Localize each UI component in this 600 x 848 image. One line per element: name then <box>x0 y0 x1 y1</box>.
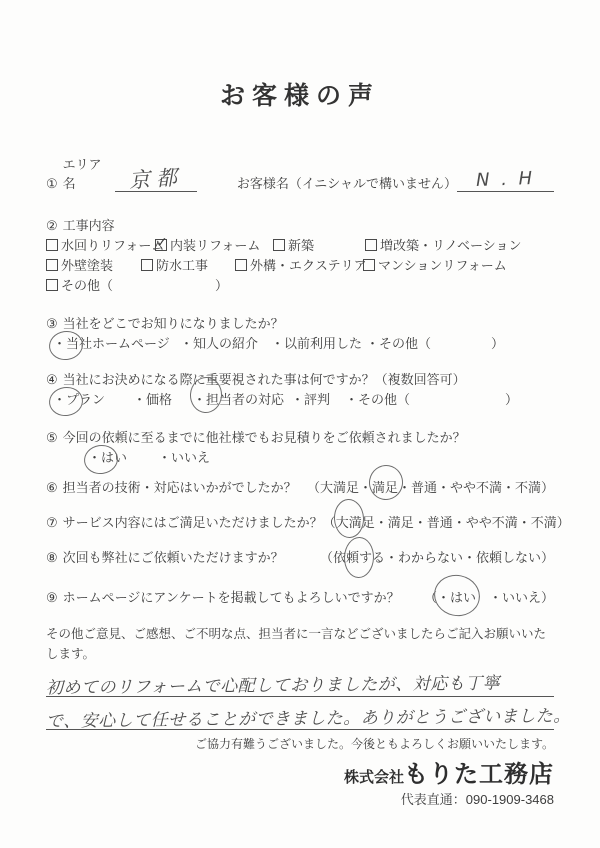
q5-options <box>46 448 554 468</box>
company-prefix: 株式会社 <box>343 769 404 786</box>
q3-option-used-before: ・以前利用した <box>271 336 363 351</box>
q5-number: ⑤ <box>46 430 58 445</box>
q6-number: ⑥ <box>46 480 58 495</box>
phone-label: 代表直通： <box>400 792 466 807</box>
checkbox-icon <box>273 239 285 251</box>
q5-section <box>46 428 554 468</box>
page-title: お客様の声 <box>219 83 380 110</box>
checkbox-bosui <box>141 256 208 276</box>
q1-customer-label: お客様名（イニシャルで構いません） <box>236 176 458 191</box>
q9-question-text: ホームページにアンケートを掲載してもよろしいですか？ <box>62 590 400 605</box>
q8-row <box>46 548 554 568</box>
q6-question <box>46 478 297 498</box>
comment-prompt: その他ご意見、ご感想、ご不明な点、担当者に一言などございましたらご記入お願いいたします。 <box>46 627 547 661</box>
q1-area-field <box>115 165 197 193</box>
q1-number: ① <box>46 176 58 191</box>
q9-question <box>46 588 400 608</box>
q1-customer-handwritten-value: N . H <box>475 167 536 192</box>
checkbox-label: 外構・エクステリア <box>250 258 367 273</box>
q1-customer-field <box>457 167 554 192</box>
checkbox-mansion-reform <box>363 256 507 276</box>
q2-other-close-paren: ） <box>215 278 229 293</box>
thanks-note: ご協力有難うございました。今後ともよろしくお願いいたします。 <box>194 737 554 751</box>
q3-section <box>46 314 554 354</box>
q9-number: ⑨ <box>46 590 58 605</box>
checkbox-icon <box>46 239 58 251</box>
checkbox-label: 増改築・リノベーション <box>380 238 522 253</box>
q4-question <box>46 370 554 390</box>
q2-section <box>46 216 554 296</box>
q2-checkbox-row-2 <box>46 256 554 276</box>
scale-text: （大満足・ <box>306 480 372 495</box>
pen-circle-mark: ・担 <box>193 390 219 410</box>
company-name: もりた工務店 <box>404 761 554 788</box>
checkbox-label: 防水工事 <box>156 258 209 273</box>
checkbox-shinchiku <box>273 236 314 256</box>
pen-circle-mark: ・プ <box>53 390 79 410</box>
checkbox-zokaichiku <box>365 236 521 256</box>
checkbox-icon <box>363 259 375 271</box>
q7-number: ⑦ <box>46 515 58 530</box>
q6-answer-scale <box>307 478 554 498</box>
q7-question-text: サービス内容にはご満足いただけましたか？ <box>62 515 323 530</box>
checkbox-label: 新築 <box>288 238 315 253</box>
q2-checkbox-row-1 <box>46 236 554 256</box>
q6-question-text: 担当者の技術・対応はいかがでしたか？ <box>62 480 297 495</box>
q3-options <box>46 334 554 354</box>
checkbox-label: 外壁塗装 <box>61 258 114 273</box>
q7-answer-scale <box>323 513 570 533</box>
checkbox-icon <box>365 239 377 251</box>
pen-circle-mark: 頼す <box>346 548 372 568</box>
q2-title: 工事内容 <box>62 218 115 233</box>
phone-line <box>46 791 554 809</box>
q3-option-homepage-selected <box>53 334 170 354</box>
q4-options <box>46 390 554 410</box>
phone-number: 090-1909-3468 <box>465 792 554 807</box>
checkbox-gaiheki <box>46 256 113 276</box>
scale-text: ・いいえ） <box>475 590 554 605</box>
scale-text: （ <box>423 590 437 605</box>
q5-option-no: ・いいえ <box>158 450 211 465</box>
pen-circle-mark: 大満 <box>336 513 362 533</box>
q2-number: ② <box>46 218 58 233</box>
q9-answer-scale <box>424 588 554 608</box>
q4-option-price: ・価格 <box>133 392 173 407</box>
q3-other-close-paren: ） <box>491 336 505 351</box>
checkbox-label: その他（ <box>61 278 114 293</box>
q3-option-referral: ・知人の紹介 <box>180 336 259 351</box>
checkbox-icon <box>235 259 247 271</box>
q3-question <box>46 314 554 334</box>
q1-area-label: エリア名 <box>62 157 102 191</box>
q3-number: ③ <box>46 316 58 331</box>
option-label: い <box>114 450 128 465</box>
scale-text: （依 <box>319 550 346 565</box>
checkbox-checked-icon <box>155 239 167 251</box>
comment-line-1 <box>46 664 554 697</box>
checkbox-label: 内装リフォーム <box>170 238 261 253</box>
q6-row <box>46 478 554 498</box>
handwritten-comment-1: 初めてのリフォームで心配しておりましたが、対応も丁寧 <box>45 673 501 699</box>
pen-circle-mark: ・は <box>88 448 114 468</box>
q5-question-text: 今回の依頼に至るまでに他社様でもお見積りをご依頼されましたか？ <box>62 430 466 445</box>
q2-checkbox-row-3 <box>46 276 554 296</box>
checkbox-sonota <box>46 276 113 296</box>
q8-answer-scale <box>320 548 554 568</box>
q9-row <box>46 588 554 608</box>
comment-line-2 <box>45 697 571 732</box>
checkbox-icon <box>141 259 153 271</box>
scale-text: る・わからない・依頼しない） <box>371 550 554 565</box>
q4-number: ④ <box>46 372 58 387</box>
q4-question-text: 当社にお決めになる際に重要視された事は何ですか？（複数回答可） <box>62 372 466 387</box>
scale-text: ・普通・やや不満・不満） <box>397 480 554 495</box>
q5-question <box>46 428 554 448</box>
checkbox-label: マンションリフォーム <box>378 258 507 273</box>
q1-area-handwritten-value: 京都 <box>128 165 184 193</box>
pen-circle-mark: ・はい <box>437 588 476 608</box>
pen-circle-mark: 満足 <box>372 478 398 498</box>
q7-row <box>46 513 570 533</box>
q4-section <box>46 370 554 410</box>
checkbox-naiso-reform-checked <box>155 236 260 256</box>
option-label: 当者の対応 <box>219 392 285 407</box>
q7-question <box>46 513 323 533</box>
company-name-line <box>46 762 554 791</box>
q8-question-text: 次回も弊社にご依頼いただけますか？ <box>62 550 284 565</box>
checkbox-icon <box>46 259 58 271</box>
q4-option-staff-response-selected <box>193 390 284 410</box>
option-label: ラン <box>79 392 106 407</box>
q8-number: ⑧ <box>46 550 58 565</box>
checkbox-mizumawari-reform <box>46 236 164 256</box>
q4-option-reputation: ・評判 <box>291 392 331 407</box>
q4-option-plan-selected <box>53 390 105 410</box>
checkbox-label: 水回りリフォーム <box>61 238 165 253</box>
checkbox-icon <box>46 279 58 291</box>
handwritten-comment-2: で、安心して任せることができました。ありがとうございました。 <box>45 706 571 732</box>
q4-option-other: ・その他（ <box>345 392 411 407</box>
option-label: 社ホームページ <box>79 336 170 351</box>
scale-text: （ <box>322 515 336 530</box>
q8-question <box>46 548 284 568</box>
checkbox-gaiko-exterior <box>235 256 367 276</box>
q3-option-other: ・その他（ <box>366 336 432 351</box>
q5-option-yes-selected <box>88 448 127 468</box>
q3-question-text: 当社をどこでお知りになりましたか？ <box>62 316 284 331</box>
q1-row <box>46 154 554 192</box>
pen-circle-mark: ・当 <box>53 334 79 354</box>
q4-other-close-paren: ） <box>505 392 519 407</box>
scale-text: 足・満足・普通・やや不満・不満） <box>361 515 570 530</box>
q2-header <box>46 216 554 236</box>
